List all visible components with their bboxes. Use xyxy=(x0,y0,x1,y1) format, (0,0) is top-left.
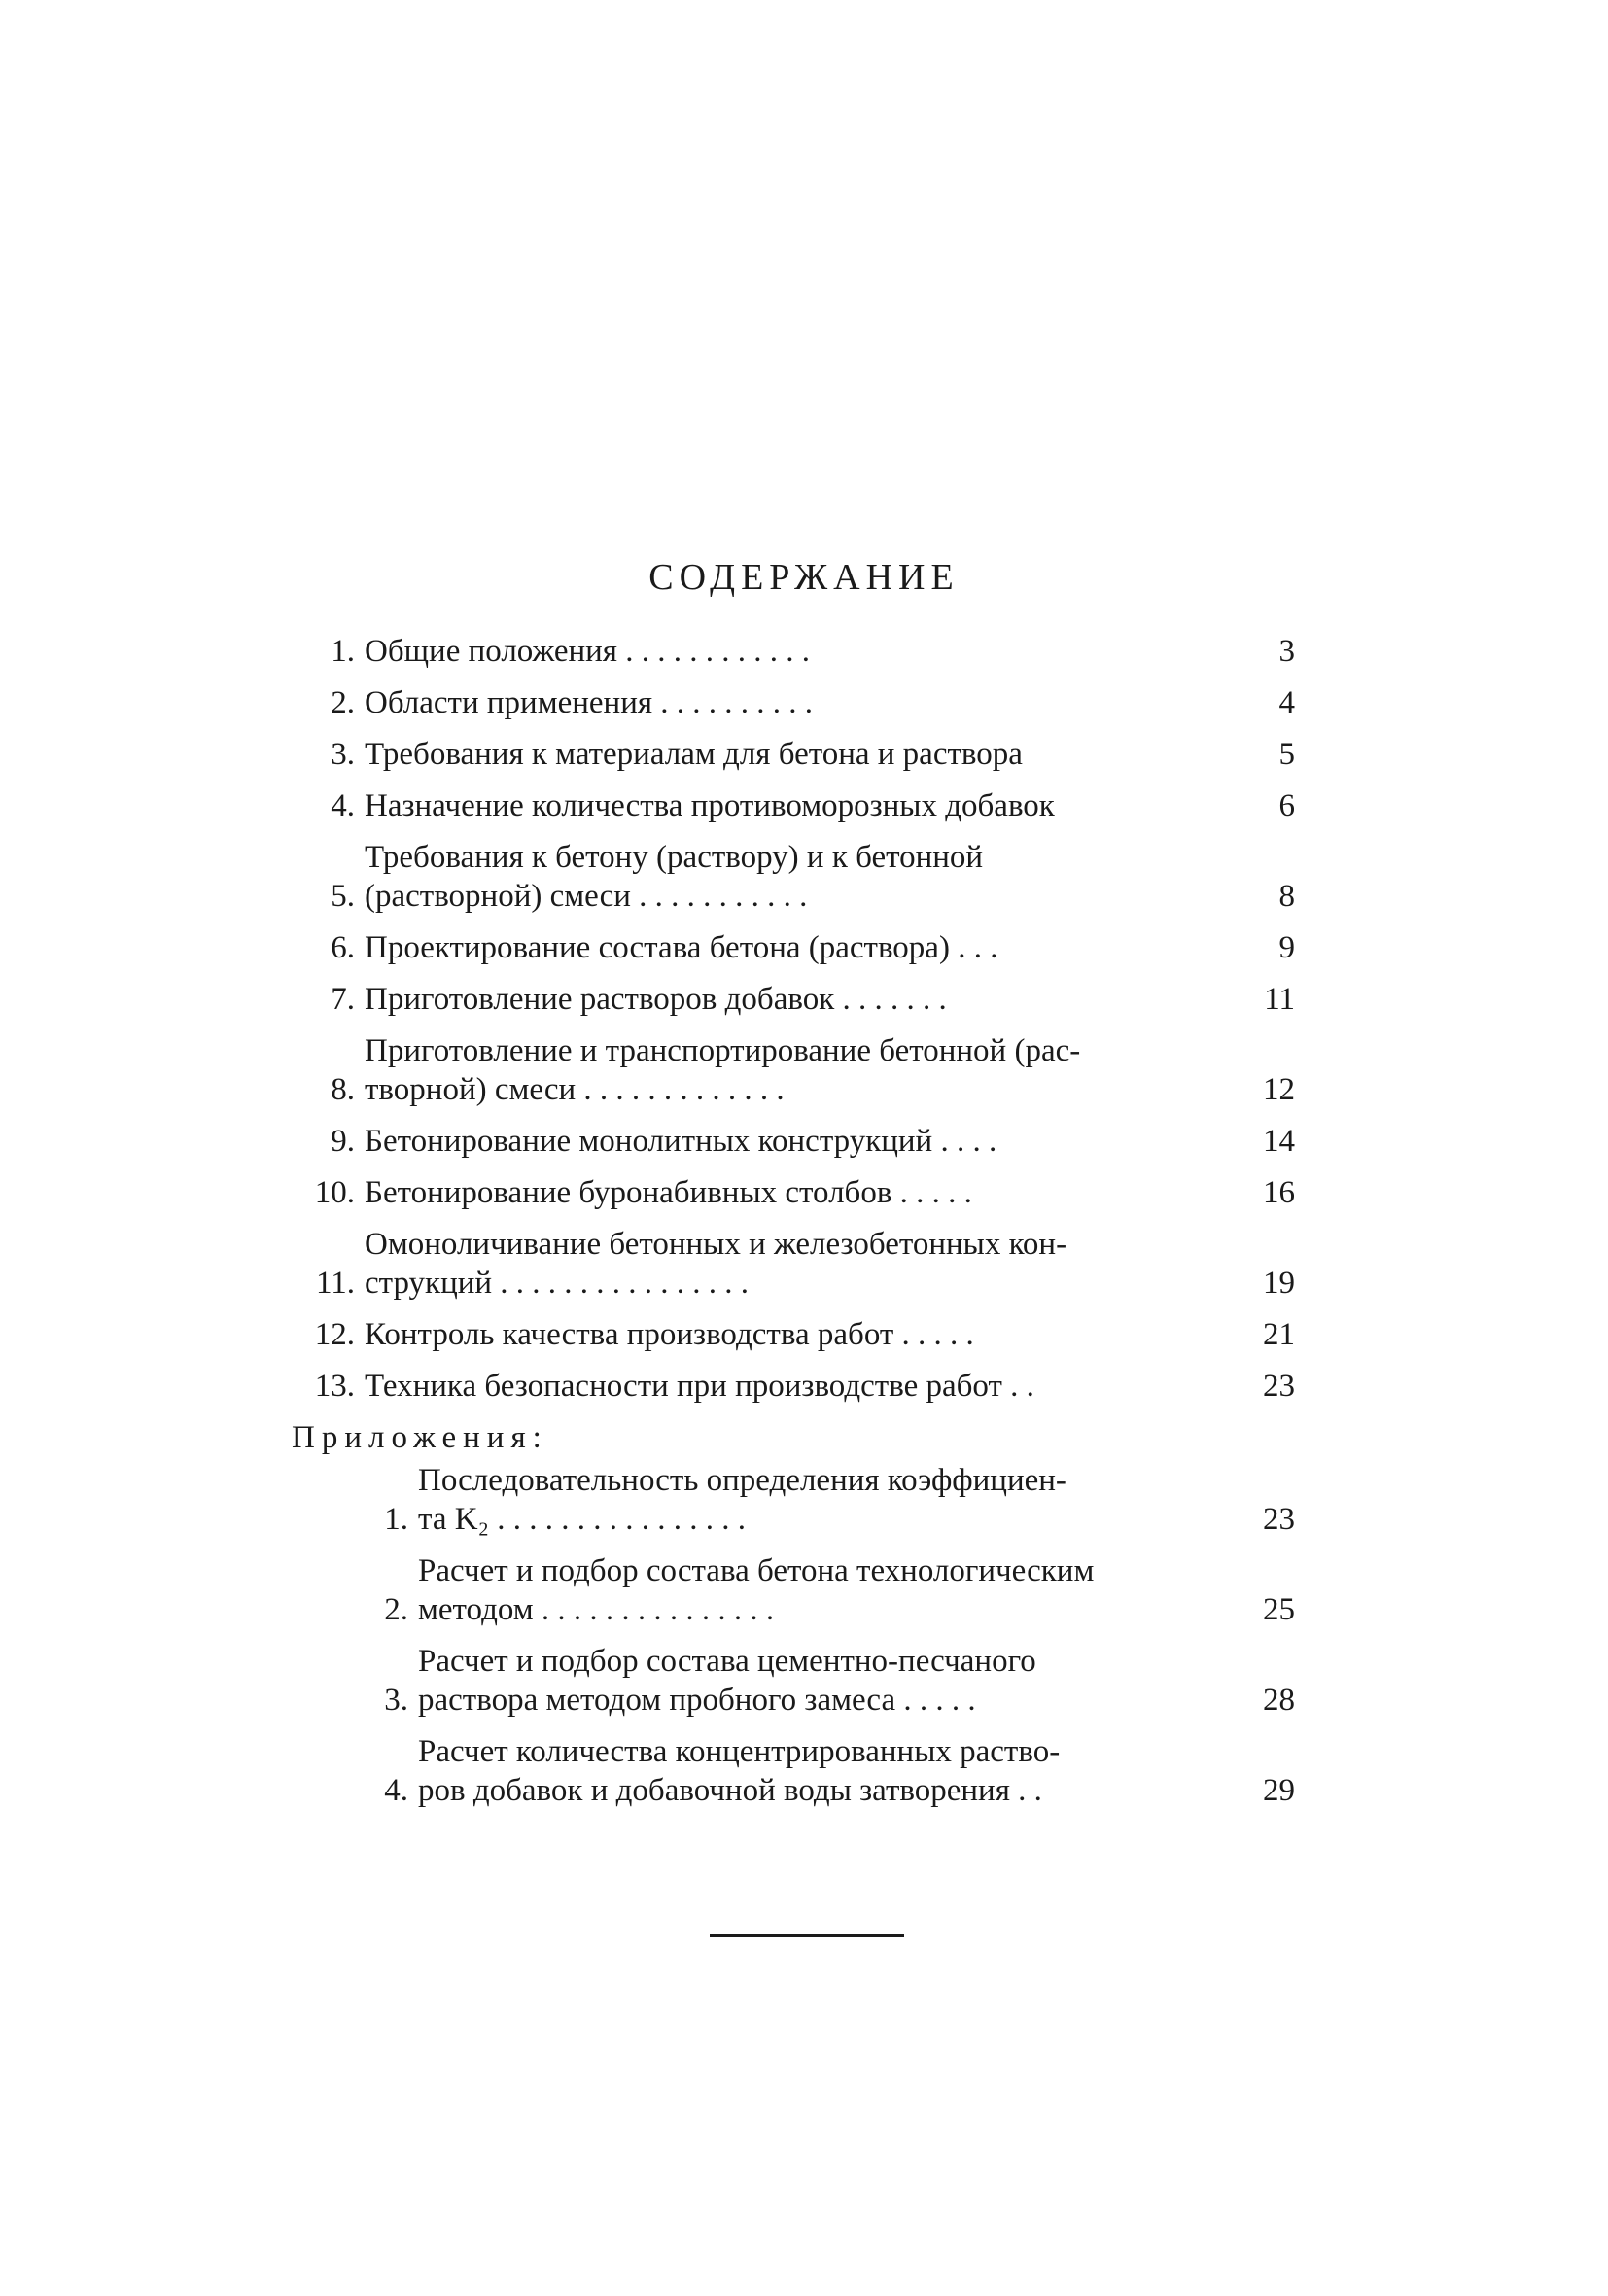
appendix-entry-text: Расчет и подбор состава цементно-песчаного раствора методом пробного замеса . . . . . xyxy=(418,1644,1036,1718)
appendix-entry xyxy=(292,1461,1303,1539)
appendix-entry-number: 1. xyxy=(384,1502,408,1537)
toc-entry-number: 12. xyxy=(314,1317,355,1352)
toc-entry-page: 21 xyxy=(1263,1317,1295,1352)
appendix-entry-text: Расчет и подбор состава бетона технологическим методом . . . . . . . . . . . . . . . xyxy=(418,1553,1095,1627)
toc-entry-text: Области применения . . . . . . . . . . xyxy=(365,685,814,720)
appendix-entry xyxy=(292,1642,1303,1720)
toc-entry-text: Назначение количества противоморозных добавок xyxy=(365,788,1055,823)
toc-entry-page: 9 xyxy=(1278,930,1295,965)
appendix-heading: Приложения: xyxy=(292,1420,548,1455)
toc-entry xyxy=(292,980,1303,1019)
toc-entry xyxy=(292,1315,1303,1354)
toc-entry-text: Контроль качества производства работ . . . . . xyxy=(365,1317,974,1352)
toc-entry-page: 16 xyxy=(1263,1175,1295,1210)
toc-entry-number: 13. xyxy=(314,1369,355,1404)
toc-entry-number: 3. xyxy=(331,737,355,772)
toc-entry-number: 11. xyxy=(315,1266,355,1301)
appendix-entry-text: Расчет количества концентрированных раство- ров добавок и добавочной воды затворения . . xyxy=(418,1734,1061,1808)
toc-entry xyxy=(292,1031,1303,1109)
toc-entry-page: 3 xyxy=(1278,634,1295,669)
toc-entry xyxy=(292,1173,1303,1212)
toc-entry-number: 1. xyxy=(331,634,355,669)
closing-rule xyxy=(710,1934,904,1937)
appendix-entry-number: 4. xyxy=(384,1773,408,1808)
toc-entry-page: 19 xyxy=(1263,1266,1295,1301)
toc-entry-number: 5. xyxy=(331,879,355,914)
toc-entry xyxy=(292,1122,1303,1161)
toc-entry-number: 10. xyxy=(314,1175,355,1210)
appendix-entry-number: 2. xyxy=(384,1592,408,1627)
toc-entry-text: Приготовление растворов добавок . . . . . . . xyxy=(365,982,947,1017)
table-of-contents xyxy=(292,632,1303,1823)
toc-title: СОДЕРЖАНИЕ xyxy=(648,557,960,598)
toc-entry-page: 8 xyxy=(1278,879,1295,914)
appendix-entry xyxy=(292,1551,1303,1629)
toc-entry-page: 4 xyxy=(1278,685,1295,720)
appendix-entry xyxy=(292,1732,1303,1810)
toc-entry xyxy=(292,928,1303,967)
toc-entry-number: 4. xyxy=(331,788,355,823)
toc-entry-text: Приготовление и транспортирование бетонной (рас- творной) смеси . . . . . . . . . . . . . xyxy=(365,1033,1081,1107)
appendix-entry-page: 23 xyxy=(1263,1502,1295,1537)
toc-entry-number: 9. xyxy=(331,1124,355,1159)
toc-entry-number: 6. xyxy=(331,930,355,965)
toc-entry xyxy=(292,838,1303,916)
toc-entry-page: 23 xyxy=(1263,1369,1295,1404)
toc-entry-page: 11 xyxy=(1264,982,1295,1017)
toc-entry-text: Омоноличивание бетонных и железобетонных кон- струкций . . . . . . . . . . . . . . . . xyxy=(365,1227,1067,1301)
toc-entry xyxy=(292,632,1303,671)
toc-entry-text: Требования к бетону (раствору) и к бетонной (растворной) смеси . . . . . . . . . . . xyxy=(365,840,984,914)
toc-entry-page: 12 xyxy=(1263,1072,1295,1107)
toc-entry xyxy=(292,735,1303,774)
appendix-entry-text: Последовательность определения коэффициен- та K₂ . . . . . . . . . . . . . . . . xyxy=(418,1463,1066,1537)
toc-entry-number: 8. xyxy=(331,1072,355,1107)
toc-entry-page: 6 xyxy=(1278,788,1295,823)
toc-entry-text: Требования к материалам для бетона и раствора xyxy=(365,737,1023,772)
toc-entry xyxy=(292,786,1303,825)
appendix-entry-page: 28 xyxy=(1263,1683,1295,1718)
toc-entry xyxy=(292,683,1303,722)
toc-entry-number: 7. xyxy=(331,982,355,1017)
toc-entry-text: Техника безопасности при производстве работ . . xyxy=(365,1369,1034,1404)
toc-entry-text: Бетонирование монолитных конструкций . . . . xyxy=(365,1124,997,1159)
toc-entry xyxy=(292,1367,1303,1406)
toc-entry-page: 14 xyxy=(1263,1124,1295,1159)
toc-entry-text: Общие положения . . . . . . . . . . . . xyxy=(365,634,810,669)
toc-entry-page: 5 xyxy=(1278,737,1295,772)
toc-entry-number: 2. xyxy=(331,685,355,720)
toc-entry xyxy=(292,1225,1303,1303)
appendix-entry-number: 3. xyxy=(384,1683,408,1718)
toc-entry-text: Проектирование состава бетона (раствора) . . . xyxy=(365,930,998,965)
appendix-entry-page: 25 xyxy=(1263,1592,1295,1627)
appendix-entry-page: 29 xyxy=(1263,1773,1295,1808)
toc-entry-text: Бетонирование буронабивных столбов . . . . . xyxy=(365,1175,972,1210)
